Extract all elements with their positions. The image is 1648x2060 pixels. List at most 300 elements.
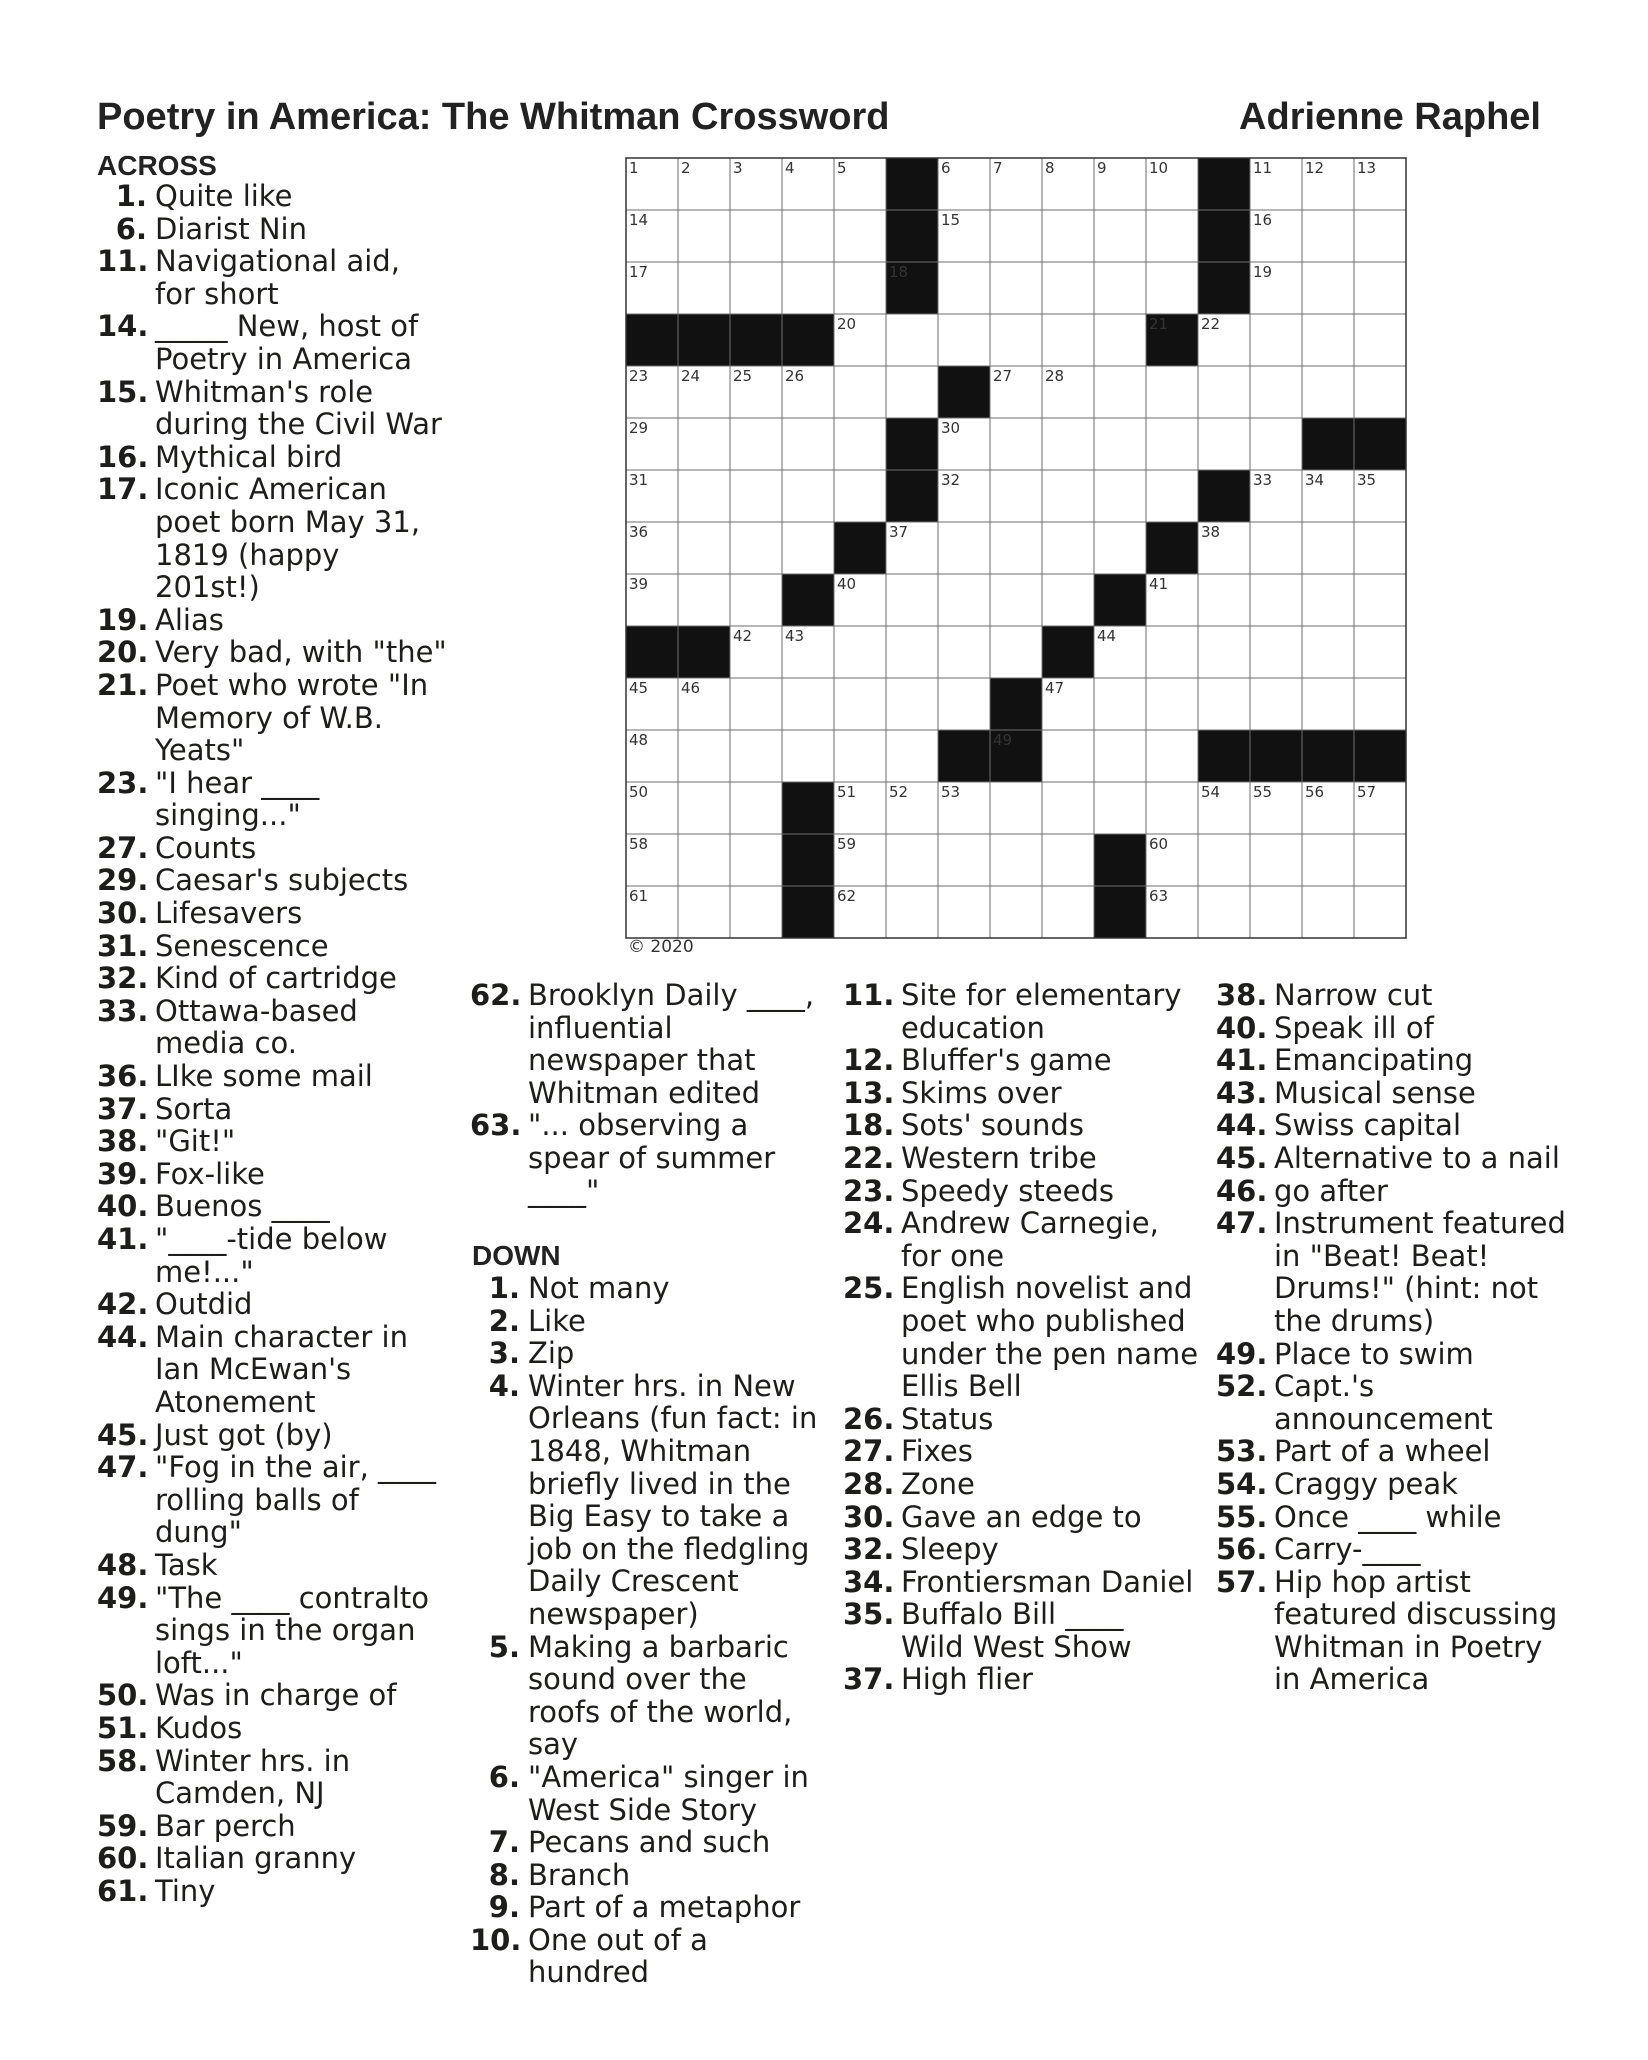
across-clue [97, 1679, 457, 1712]
grid-cell[interactable] [1042, 210, 1094, 262]
grid-cell[interactable] [678, 470, 730, 522]
across-clue [97, 180, 457, 213]
grid-cell[interactable] [1302, 678, 1354, 730]
grid-cell[interactable] [1146, 782, 1198, 834]
grid-cell[interactable] [834, 210, 886, 262]
grid-cell[interactable] [1042, 782, 1094, 834]
cell-number: 1 [629, 159, 639, 177]
clue-number: 44. [97, 1319, 149, 1354]
clue-number: 24. [843, 1206, 895, 1241]
clue-text: Tiny [155, 1873, 216, 1908]
clue-number: 9. [488, 1890, 520, 1925]
grid-cell[interactable] [990, 210, 1042, 262]
clue-number: 11. [843, 978, 895, 1012]
down-clue [470, 1631, 830, 1761]
grid-cell[interactable] [730, 782, 782, 834]
grid-cell[interactable] [886, 366, 938, 418]
grid-cell[interactable] [1302, 574, 1354, 626]
cell-number: 42 [733, 627, 753, 645]
grid-cell[interactable] [1354, 210, 1406, 262]
grid-cell[interactable] [886, 574, 938, 626]
grid-cell[interactable] [1042, 574, 1094, 626]
cell-number: 5 [837, 159, 847, 177]
grid-cell[interactable] [1354, 678, 1406, 730]
grid-cell[interactable] [1354, 522, 1406, 574]
across-clue [97, 1321, 457, 1419]
cell-number: 14 [629, 211, 649, 229]
down-clue [843, 1403, 1213, 1436]
down-clue [470, 1337, 830, 1370]
clue-number: 40. [1216, 1010, 1268, 1045]
grid-cell[interactable] [1146, 626, 1198, 678]
clue-text: Just got (by) [155, 1417, 333, 1452]
across-clue [97, 376, 457, 441]
grid-cell[interactable] [1094, 366, 1146, 418]
grid-cell[interactable] [1198, 886, 1250, 938]
grid-cell[interactable] [1094, 782, 1146, 834]
across-clue [97, 441, 457, 474]
grid-cell[interactable] [990, 626, 1042, 678]
down-clue [843, 979, 1213, 1044]
grid-cell[interactable] [678, 210, 730, 262]
grid-cell[interactable] [1146, 210, 1198, 262]
grid-cell[interactable] [782, 678, 834, 730]
grid-cell[interactable] [1250, 314, 1302, 366]
clue-text: Sots' sounds [901, 1108, 1084, 1143]
clue-text: Speak ill of [1274, 1010, 1434, 1045]
cell-number: 41 [1149, 575, 1169, 593]
clue-number: 42. [97, 1287, 149, 1322]
grid-cell[interactable] [1302, 314, 1354, 366]
cell-number: 44 [1097, 627, 1117, 645]
cell-number: 36 [629, 523, 649, 541]
clue-number: 23. [843, 1173, 895, 1208]
grid-block [730, 314, 782, 366]
clue-text: Hip hop artist featured discussing Whitman in Poetry in America [1274, 1564, 1558, 1697]
grid-cell[interactable] [730, 262, 782, 314]
grid-block [1302, 730, 1354, 782]
grid-block [1198, 470, 1250, 522]
grid-cell[interactable] [938, 574, 990, 626]
cell-number: 51 [837, 783, 857, 801]
grid-block [782, 834, 834, 886]
grid-cell[interactable] [730, 522, 782, 574]
grid-cell[interactable] [990, 834, 1042, 886]
clue-text: Fox-like [155, 1156, 265, 1191]
cell-number: 21 [1149, 315, 1169, 333]
clue-text: Carry-____ [1274, 1532, 1421, 1567]
down-clue [470, 1891, 830, 1924]
grid-cell[interactable] [1094, 262, 1146, 314]
cell-number: 57 [1357, 783, 1377, 801]
clue-number: 45. [97, 1417, 149, 1452]
grid-cell[interactable] [678, 522, 730, 574]
across-clue [97, 930, 457, 963]
clue-text: Bar perch [155, 1808, 296, 1843]
grid-cell[interactable] [938, 678, 990, 730]
clue-text: Andrew Carnegie, for one [901, 1206, 1159, 1273]
clue-text: "The ____ contralto sings in the organ loft..." [155, 1580, 430, 1680]
clue-text: Skims over [901, 1075, 1062, 1110]
clue-text: Caesar's subjects [155, 863, 409, 898]
grid-cell[interactable] [1146, 470, 1198, 522]
clue-text: "____-tide below me!..." [155, 1222, 388, 1289]
grid-cell[interactable] [678, 730, 730, 782]
grid-cell[interactable] [1198, 678, 1250, 730]
clue-text: Zone [901, 1466, 975, 1501]
grid-cell[interactable] [1354, 574, 1406, 626]
grid-cell[interactable] [678, 574, 730, 626]
down-clue [843, 1175, 1213, 1208]
grid-cell[interactable] [990, 574, 1042, 626]
clue-text: Place to swim [1274, 1336, 1474, 1371]
grid-cell[interactable] [990, 522, 1042, 574]
cell-number: 4 [785, 159, 795, 177]
grid-cell[interactable] [1250, 522, 1302, 574]
grid-cell[interactable] [678, 834, 730, 886]
grid-cell[interactable] [1250, 366, 1302, 418]
cell-number: 9 [1097, 159, 1107, 177]
cell-number: 18 [889, 263, 909, 281]
grid-cell[interactable] [1354, 886, 1406, 938]
grid-block [782, 886, 834, 938]
cell-number: 10 [1149, 159, 1169, 177]
clue-number: 8. [488, 1857, 520, 1892]
across-clue [470, 979, 830, 1109]
grid-cell[interactable] [1094, 522, 1146, 574]
grid-cell[interactable] [678, 886, 730, 938]
down-clue [843, 1044, 1213, 1077]
clue-text: _____ New, host of Poetry in America [155, 309, 419, 376]
grid-cell[interactable] [782, 522, 834, 574]
grid-cell[interactable] [1094, 678, 1146, 730]
grid-cell[interactable] [1198, 366, 1250, 418]
grid-cell[interactable] [1146, 730, 1198, 782]
grid-cell[interactable] [1354, 262, 1406, 314]
grid-cell[interactable] [1146, 678, 1198, 730]
grid-cell[interactable] [1198, 418, 1250, 470]
grid-cell[interactable] [730, 730, 782, 782]
down-clue [470, 1305, 830, 1338]
grid-cell[interactable] [730, 470, 782, 522]
grid-cell[interactable] [1042, 522, 1094, 574]
grid-block [1198, 262, 1250, 314]
down-clue [1216, 1501, 1626, 1534]
down-clue [1216, 1370, 1626, 1435]
grid-cell[interactable] [1198, 626, 1250, 678]
cell-number: 13 [1357, 159, 1377, 177]
clue-text: Not many [528, 1271, 670, 1305]
grid-cell[interactable] [1042, 886, 1094, 938]
grid-cell[interactable] [1094, 210, 1146, 262]
grid-cell[interactable] [1250, 834, 1302, 886]
clue-number: 5. [488, 1629, 520, 1664]
grid-cell[interactable] [1250, 418, 1302, 470]
grid-cell[interactable] [938, 314, 990, 366]
cell-number: 46 [681, 679, 701, 697]
clue-column-1 [97, 180, 457, 1907]
grid-cell[interactable] [730, 210, 782, 262]
grid-cell[interactable] [730, 418, 782, 470]
grid-cell[interactable] [1302, 210, 1354, 262]
cell-number: 16 [1253, 211, 1273, 229]
grid-cell[interactable] [782, 418, 834, 470]
clue-text: Gave an edge to [901, 1499, 1142, 1534]
grid-cell[interactable] [1198, 834, 1250, 886]
clue-number: 12. [843, 1043, 895, 1078]
cell-number: 39 [629, 575, 649, 593]
clue-number: 28. [843, 1466, 895, 1501]
clue-number: 44. [1216, 1108, 1268, 1143]
cell-number: 29 [629, 419, 649, 437]
clue-text: Diarist Nin [155, 211, 307, 246]
clue-number: 15. [97, 374, 149, 409]
clue-number: 49. [1216, 1336, 1268, 1371]
grid-cell[interactable] [938, 262, 990, 314]
grid-cell[interactable] [782, 730, 834, 782]
clue-text: Status [901, 1401, 994, 1436]
clue-text: Frontiersman Daniel [901, 1564, 1194, 1599]
grid-cell[interactable] [886, 314, 938, 366]
clue-text: English novelist and poet who published under the pen name Ellis Bell [901, 1271, 1199, 1404]
clue-text: Western tribe [901, 1140, 1097, 1175]
grid-cell[interactable] [1302, 366, 1354, 418]
down-clue [470, 1761, 830, 1826]
clue-text: Part of a wheel [1274, 1434, 1491, 1469]
clue-number: 27. [97, 830, 149, 865]
grid-cell[interactable] [1146, 262, 1198, 314]
grid-cell[interactable] [886, 834, 938, 886]
clue-number: 41. [97, 1222, 149, 1256]
grid-cell[interactable] [990, 262, 1042, 314]
cell-number: 33 [1253, 471, 1273, 489]
grid-cell[interactable] [938, 834, 990, 886]
clue-number: 36. [97, 1059, 149, 1094]
copyright-notice: © 2020 [628, 937, 694, 957]
grid-cell[interactable] [678, 262, 730, 314]
clue-number: 40. [97, 1189, 149, 1224]
grid-cell[interactable] [834, 262, 886, 314]
grid-cell[interactable] [1146, 366, 1198, 418]
clue-text: Winter hrs. in Camden, NJ [155, 1743, 351, 1811]
grid-cell[interactable] [834, 626, 886, 678]
clue-text: Branch [528, 1857, 631, 1892]
clue-text: Buenos ____ [155, 1189, 330, 1224]
grid-cell[interactable] [1250, 626, 1302, 678]
cell-number: 32 [941, 471, 961, 489]
grid-cell[interactable] [1354, 314, 1406, 366]
clue-number: 18. [843, 1108, 895, 1143]
grid-cell[interactable] [938, 886, 990, 938]
grid-cell[interactable] [990, 470, 1042, 522]
grid-cell[interactable] [834, 678, 886, 730]
grid-block [678, 314, 730, 366]
clue-text: Ottawa-based media co. [155, 993, 358, 1061]
grid-cell[interactable] [1094, 470, 1146, 522]
grid-cell[interactable] [834, 418, 886, 470]
grid-block [1094, 574, 1146, 626]
clue-number: 32. [843, 1532, 895, 1567]
clue-text: Was in charge of [155, 1678, 397, 1713]
grid-cell[interactable] [678, 418, 730, 470]
across-clue [97, 1158, 457, 1191]
clue-text: Fixes [901, 1434, 973, 1469]
grid-cell[interactable] [1354, 834, 1406, 886]
clue-text: Part of a metaphor [528, 1890, 801, 1925]
grid-block [834, 522, 886, 574]
clue-number: 30. [843, 1499, 895, 1534]
across-clue [97, 213, 457, 246]
down-clue [1216, 1109, 1626, 1142]
grid-cell[interactable] [886, 886, 938, 938]
cell-number: 60 [1149, 835, 1169, 853]
cell-number: 47 [1045, 679, 1065, 697]
clue-number: 53. [1216, 1434, 1268, 1469]
clue-number: 57. [1216, 1564, 1268, 1599]
clue-text: Once ____ while [1274, 1499, 1502, 1534]
grid-cell[interactable] [1042, 730, 1094, 782]
clue-text: Capt.'s announcement [1274, 1369, 1493, 1436]
grid-cell[interactable] [990, 886, 1042, 938]
grid-cell[interactable] [782, 262, 834, 314]
grid-cell[interactable] [886, 626, 938, 678]
clue-number: 55. [1216, 1499, 1268, 1534]
grid-cell[interactable] [1250, 678, 1302, 730]
cell-number: 55 [1253, 783, 1273, 801]
grid-cell[interactable] [990, 314, 1042, 366]
down-clue [1216, 1012, 1626, 1045]
clue-text: "I hear ____ singing..." [155, 765, 320, 833]
grid-block [1302, 418, 1354, 470]
clue-text: Swiss capital [1274, 1108, 1461, 1143]
cell-number: 2 [681, 159, 691, 177]
clue-number: 17. [97, 472, 149, 507]
down-clue [470, 1272, 830, 1305]
clue-number: 3. [488, 1336, 520, 1371]
cell-number: 31 [629, 471, 649, 489]
grid-block [782, 782, 834, 834]
clue-column-2-down [470, 1272, 830, 1989]
grid-cell[interactable] [834, 730, 886, 782]
cell-number: 38 [1201, 523, 1221, 541]
grid-cell[interactable] [782, 210, 834, 262]
grid-cell[interactable] [730, 886, 782, 938]
grid-cell[interactable] [834, 366, 886, 418]
grid-block [782, 574, 834, 626]
grid-cell[interactable] [834, 470, 886, 522]
grid-cell[interactable] [678, 782, 730, 834]
grid-cell[interactable] [782, 470, 834, 522]
grid-cell[interactable] [1302, 522, 1354, 574]
across-clue [97, 1419, 457, 1452]
grid-cell[interactable] [1042, 418, 1094, 470]
clue-text: Making a barbaric sound over the roofs of the world, say [528, 1629, 793, 1762]
crossword-grid [625, 157, 1407, 939]
grid-cell[interactable] [1042, 314, 1094, 366]
grid-cell[interactable] [990, 782, 1042, 834]
grid-cell[interactable] [1198, 574, 1250, 626]
clue-number: 51. [97, 1710, 149, 1745]
across-clue [470, 1109, 830, 1207]
down-clue [470, 1826, 830, 1859]
across-clue [97, 1451, 457, 1549]
grid-cell[interactable] [1042, 470, 1094, 522]
clue-text: Craggy peak [1274, 1466, 1458, 1501]
grid-cell[interactable] [1094, 730, 1146, 782]
grid-cell[interactable] [1302, 262, 1354, 314]
grid-cell[interactable] [938, 522, 990, 574]
grid-cell[interactable] [1042, 262, 1094, 314]
grid-cell[interactable] [938, 626, 990, 678]
grid-cell[interactable] [1354, 626, 1406, 678]
cell-number: 40 [837, 575, 857, 593]
clue-text: Lifesavers [155, 896, 303, 931]
grid-cell[interactable] [1302, 886, 1354, 938]
grid-block [626, 314, 678, 366]
grid-cell[interactable] [730, 678, 782, 730]
across-clue [97, 995, 457, 1060]
clue-text: Sleepy [901, 1532, 999, 1567]
cell-number: 61 [629, 887, 649, 905]
down-clue [843, 1272, 1213, 1402]
clue-number: 41. [1216, 1043, 1268, 1078]
clue-text: Winter hrs. in New Orleans (fun fact: in 1848, Whitman briefly lived in the Big Easy to take a job on the fledgling Daily Crescent newspaper) [528, 1368, 818, 1631]
cell-number: 8 [1045, 159, 1055, 177]
across-clue [97, 1745, 457, 1810]
grid-cell[interactable] [886, 678, 938, 730]
clue-number: 34. [843, 1564, 895, 1599]
clue-number: 47. [97, 1450, 149, 1485]
grid-cell[interactable] [1094, 314, 1146, 366]
clue-number: 59. [97, 1808, 149, 1843]
grid-cell[interactable] [1250, 886, 1302, 938]
grid-block [1146, 522, 1198, 574]
cell-number: 52 [889, 783, 909, 801]
clue-number: 1. [488, 1271, 520, 1305]
grid-cell[interactable] [1042, 834, 1094, 886]
grid-block [678, 626, 730, 678]
grid-cell[interactable] [1094, 418, 1146, 470]
clue-text: "America" singer in West Side Story [528, 1759, 809, 1827]
clue-text: Speedy steeds [901, 1173, 1114, 1208]
down-clue [843, 1501, 1213, 1534]
grid-cell[interactable] [1302, 626, 1354, 678]
grid-cell[interactable] [990, 418, 1042, 470]
grid-cell[interactable] [730, 834, 782, 886]
grid-block [1198, 158, 1250, 210]
clue-text: Sorta [155, 1091, 233, 1126]
grid-cell[interactable] [730, 574, 782, 626]
grid-block [1198, 730, 1250, 782]
grid-block [990, 678, 1042, 730]
grid-cell[interactable] [1250, 574, 1302, 626]
grid-block [1354, 730, 1406, 782]
grid-cell[interactable] [1302, 834, 1354, 886]
clue-number: 47. [1216, 1206, 1268, 1241]
clue-number: 39. [97, 1156, 149, 1191]
down-clue [1216, 1044, 1626, 1077]
grid-cell[interactable] [1354, 366, 1406, 418]
clue-number: 37. [843, 1662, 895, 1697]
across-clue [97, 1549, 457, 1582]
grid-cell[interactable] [886, 730, 938, 782]
grid-cell[interactable] [1146, 418, 1198, 470]
cell-number: 49 [993, 731, 1013, 749]
grid-block [886, 470, 938, 522]
clue-number: 52. [1216, 1369, 1268, 1404]
across-clue [97, 245, 457, 310]
clue-text: Mythical bird [155, 439, 343, 474]
